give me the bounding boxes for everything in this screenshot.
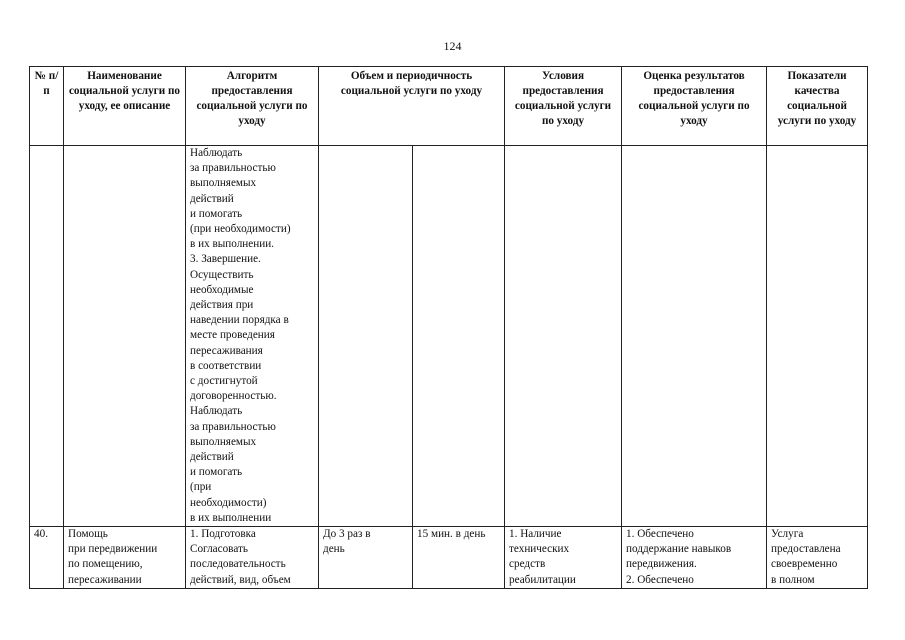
services-table [29,66,868,589]
text-line: действия при [190,299,254,312]
header-algorithm: Алгоритм предоставления социальной услуги по уходу [186,67,319,146]
cont-name-cell [64,146,186,527]
header-conditions: Условия предоставления социальной услуги по уходу [505,67,622,146]
text-line: Согласовать [190,543,248,556]
row40-algorithm [186,527,319,589]
text-line: необходимые [190,283,254,296]
text-line: технических [509,543,570,556]
row40-num: 40. [30,527,64,589]
table-row-40 [30,527,868,589]
cont-conditions-cell [505,146,622,527]
text-line: Наблюдать [190,405,243,418]
cont-num-cell [30,146,64,527]
row40-name [64,527,186,589]
text-line: в полном [771,573,815,586]
text-line: передвижения. [626,558,697,571]
text-line: своевременно [771,558,838,571]
row40-evaluation [622,527,767,589]
text-line: 1. Наличие [509,528,562,541]
text-line: выполняемых [190,435,257,448]
text-line: реабилитации [509,573,576,586]
text-line: 3. Завершение. [190,253,261,266]
row40-frequency [319,527,413,589]
table-header-row [30,67,868,146]
text-line: 1. Подготовка [190,528,256,541]
text-line: за правильностью [190,162,276,175]
header-quality: Показатели качества социальной услуги по уходу [767,67,868,146]
text-line: в их выполнении [190,511,272,524]
header-evaluation: Оценка результатов предоставления социальной услуги по уходу [622,67,767,146]
row40-duration: 15 мин. в день [413,527,505,589]
text-line: выполняемых [190,177,257,190]
text-line: с достигнутой [190,375,258,388]
row40-conditions [505,527,622,589]
text-line: До 3 раз в [323,528,371,541]
text-line: действий, вид, объем [190,573,291,586]
header-name: Наименование социальной услуги по уходу, ее описание [64,67,186,146]
text-line: Услуга [771,528,804,541]
text-line: Осуществить [190,268,254,281]
cont-quality-cell [767,146,868,527]
cont-algorithm-cell [186,146,319,527]
text-line: необходимости) [190,496,267,509]
text-line: при передвижении [68,543,158,556]
text-line: (при необходимости) [190,223,291,236]
text-line: месте проведения [190,329,275,342]
text-line: (при [190,481,212,494]
text-line: пересаживания [190,344,263,357]
table-row-continuation [30,146,868,527]
text-line: и помогать [190,466,243,479]
text-line: предоставлена [771,543,841,556]
text-line: последовательность [190,558,286,571]
text-line: в их выполнении. [190,238,274,251]
cont-duration-cell [413,146,505,527]
header-num: № п/п [30,67,64,146]
text-line: договоренностью. [190,390,277,403]
text-line: по помещению, [68,558,143,571]
text-line: 1. Обеспечено [626,528,694,541]
page-number: 124 [443,39,462,53]
text-line: 2. Обеспечено [626,573,694,586]
text-line: пересаживании [68,573,142,586]
text-line: действий [190,192,234,205]
text-line: и помогать [190,207,243,220]
text-line: поддержание навыков [626,543,732,556]
cont-evaluation-cell [622,146,767,527]
row40-quality [767,527,868,589]
text-line: Наблюдать [190,147,243,159]
text-line: наведении порядка в [190,314,289,327]
text-line: в соответствии [190,359,262,372]
text-line: средств [509,558,546,571]
text-line: день [323,543,345,556]
text-line: действий [190,451,234,464]
text-line: за правильностью [190,420,276,433]
header-volume: Объем и периодичность социальной услуги по уходу [319,67,505,146]
text-line: Помощь [68,528,108,541]
cont-frequency-cell [319,146,413,527]
